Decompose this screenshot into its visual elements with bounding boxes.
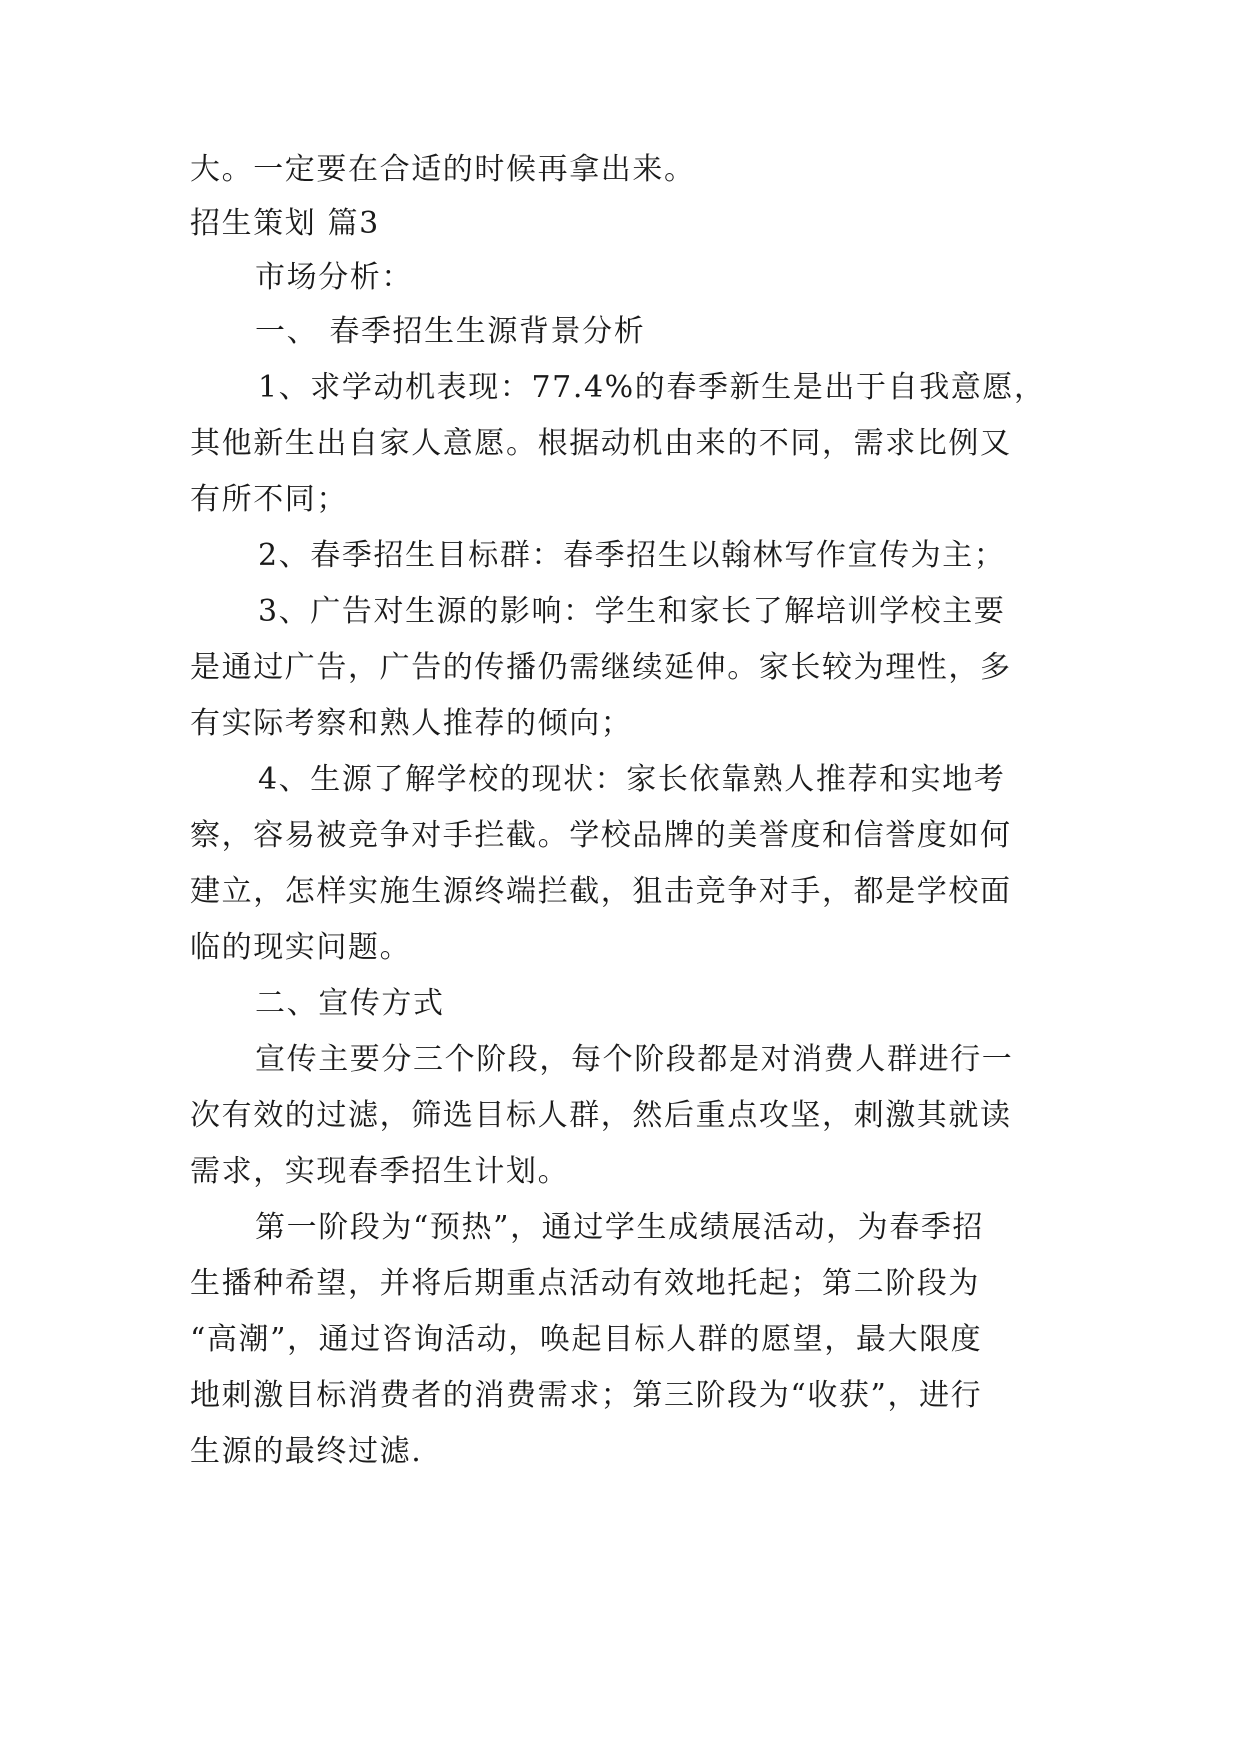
text-line: 是通过广告，广告的传播仍需继续延伸。家长较为理性，多 [190,650,1012,685]
text-line: 需求，实现春季招生计划。 [190,1154,570,1189]
text-line: 第一阶段为“预热”，通过学生成绩展活动，为春季招 [255,1210,985,1245]
text-line: 次有效的过滤，筛选目标人群，然后重点攻坚，刺激其就读 [190,1098,1012,1133]
section-heading: 招生策划 篇3 [190,206,380,241]
text-line: 其他新生出自家人意愿。根据动机由来的不同，需求比例又 [190,426,1012,461]
text-line: “高潮”，通过咨询活动，唤起目标人群的愿望，最大限度 [190,1322,983,1357]
subsection-heading: 二、宣传方式 [255,986,445,1021]
text-line: 生播种希望，并将后期重点活动有效地托起；第二阶段为 [190,1266,980,1301]
subsection-heading: 一、 春季招生生源背景分析 [255,314,646,349]
text-line: 地刺激目标消费者的消费需求；第三阶段为“收获”，进行 [190,1378,983,1413]
text-line: 4、生源了解学校的现状：家长依靠熟人推荐和实地考 [258,762,1006,797]
text-line: 有实际考察和熟人推荐的倾向； [190,706,633,741]
text-line: 建立，怎样实施生源终端拦截，狙击竞争对手，都是学校面 [190,874,1012,909]
text-line: 3、广告对生源的影响：学生和家长了解培训学校主要 [258,594,1006,629]
text-line: 察，容易被竞争对手拦截。学校品牌的美誉度和信誉度如何 [190,818,1012,853]
text-line: 2、春季招生目标群：春季招生以翰林写作宣传为主； [258,538,1006,573]
text-line: 有所不同； [190,482,348,517]
text-line: 大。一定要在合适的时候再拿出来。 [190,152,696,187]
text-line: 市场分析： [255,260,413,295]
text-line: 1、求学动机表现：77.4%的春季新生是出于自我意愿， [258,370,1046,405]
text-line: 宣传主要分三个阶段，每个阶段都是对消费人群进行一 [255,1042,1014,1077]
text-line: 生源的最终过滤. [190,1434,423,1469]
text-line: 临的现实问题。 [190,930,412,965]
